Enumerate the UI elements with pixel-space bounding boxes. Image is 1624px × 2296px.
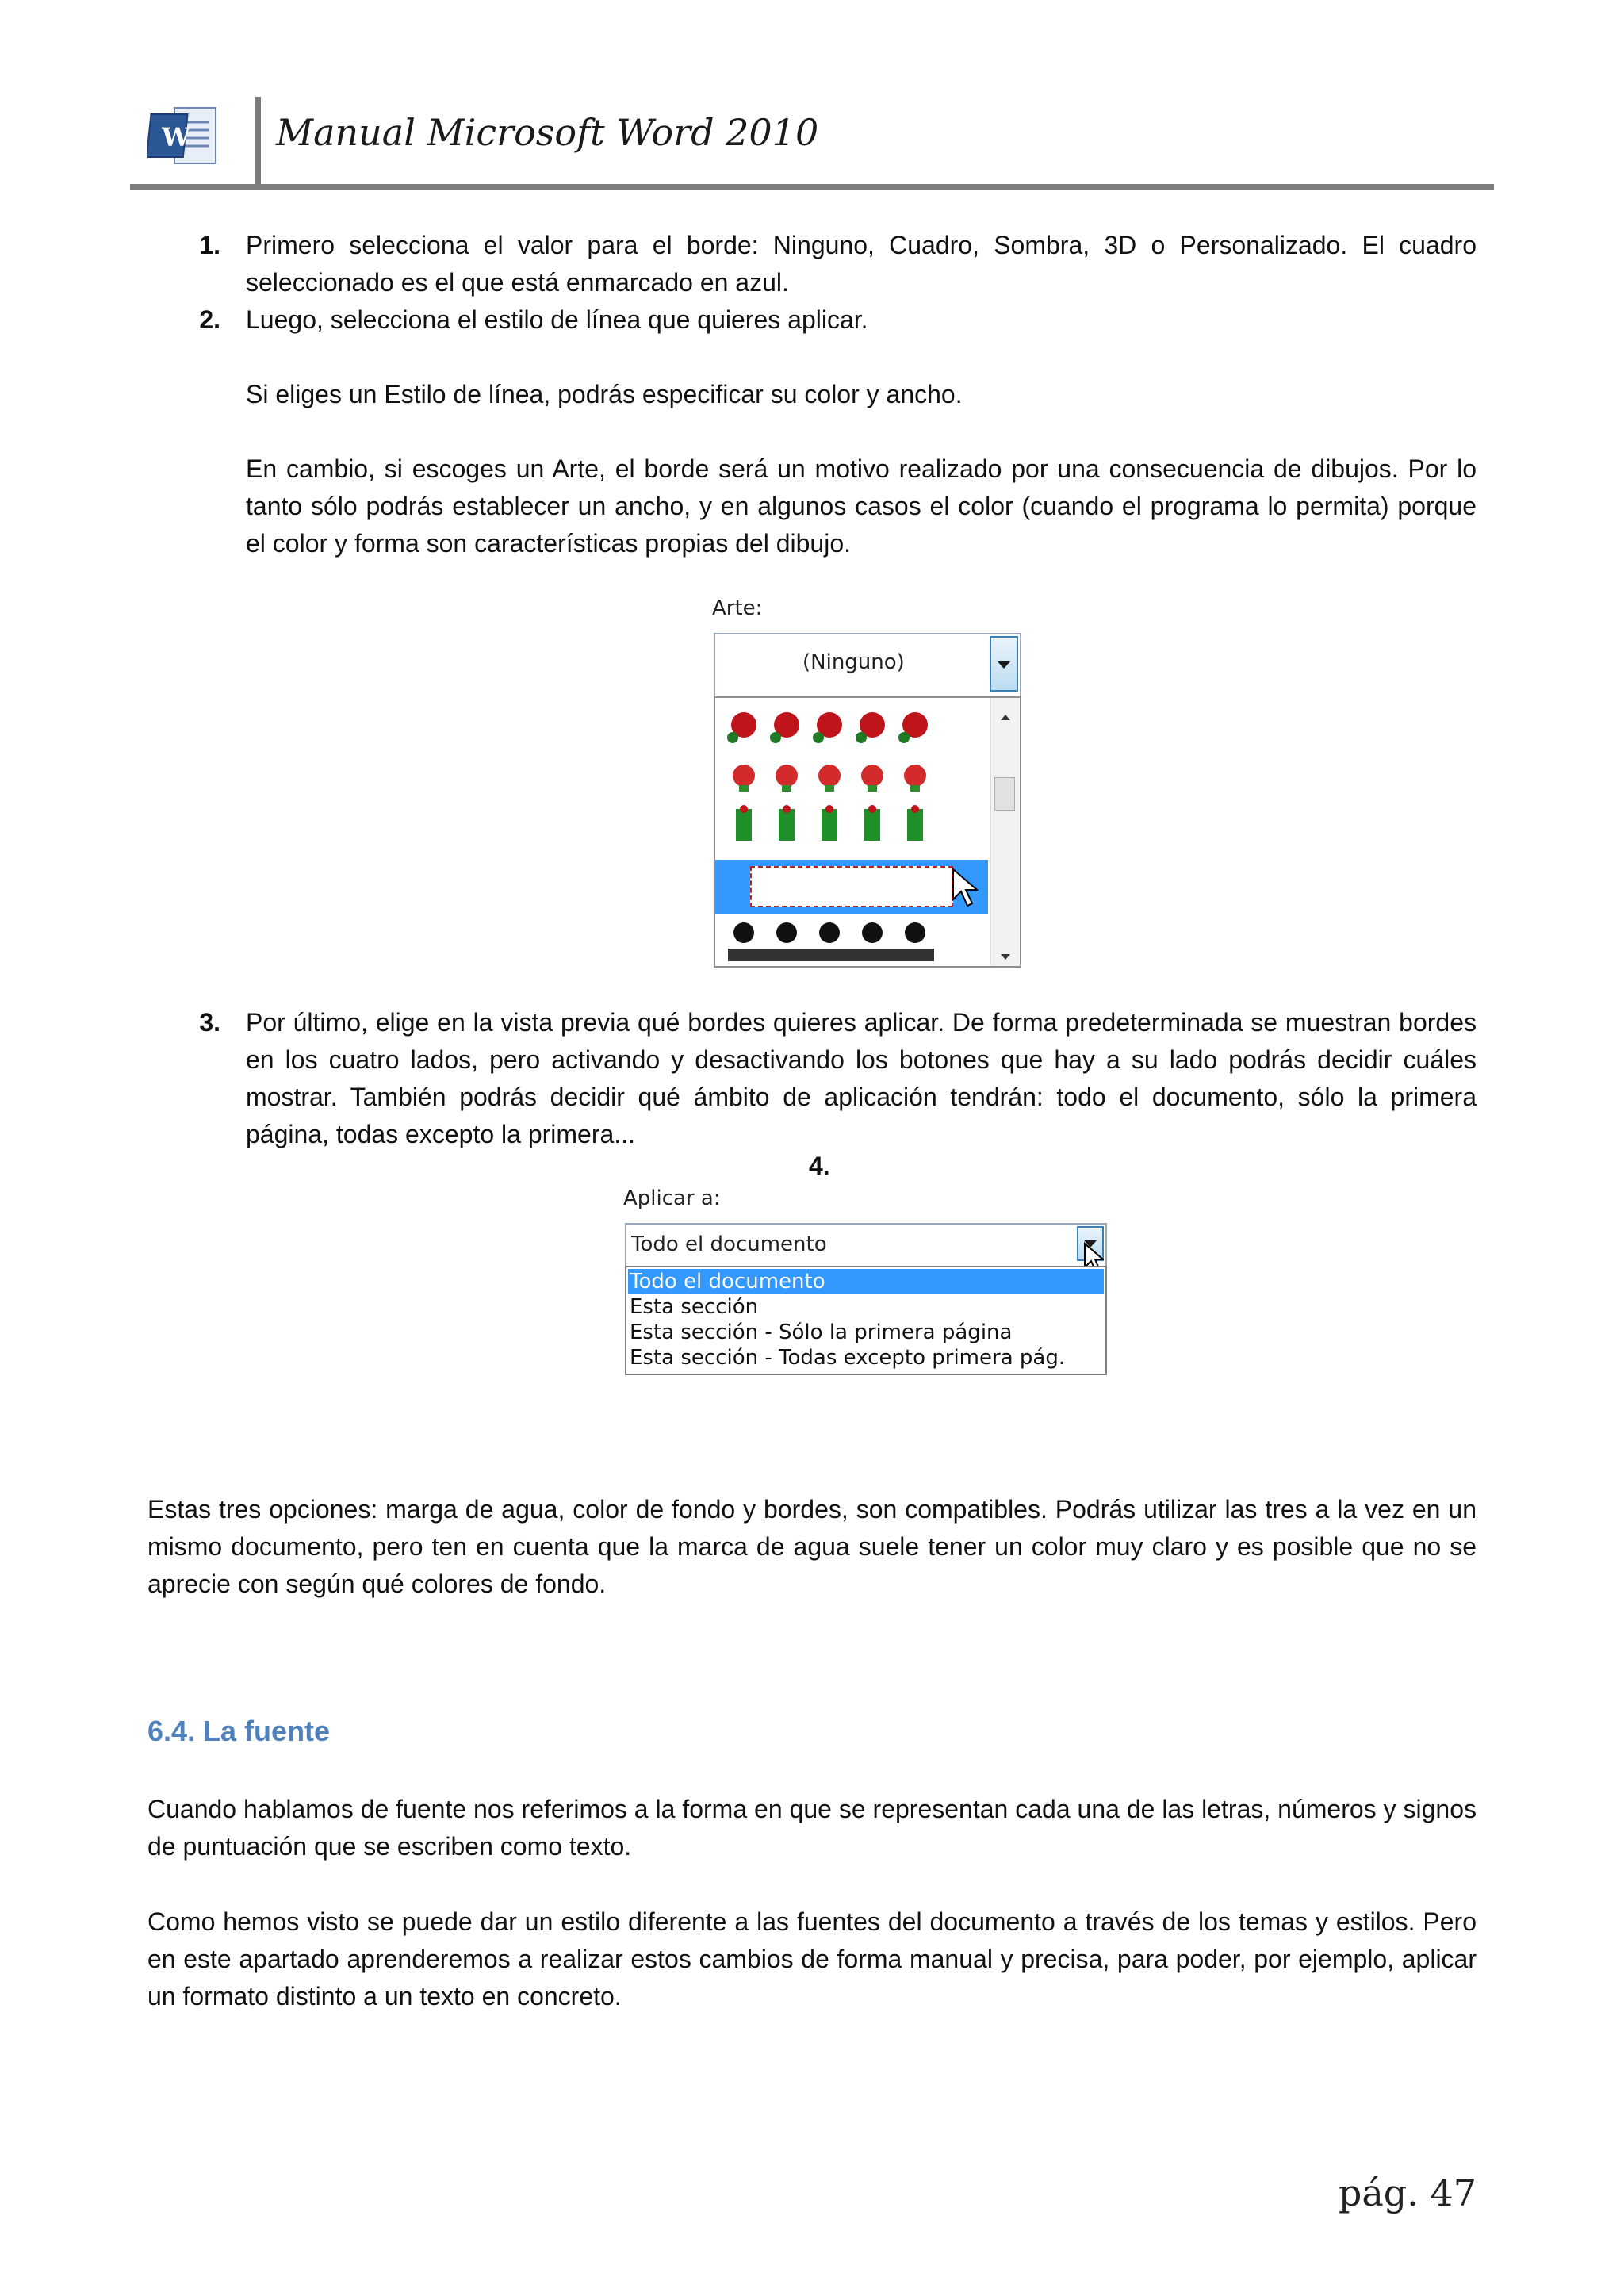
art-pattern-poinsettias [733,765,926,792]
aplicar-widget [622,1186,1113,1377]
header-separator [255,97,261,186]
scroll-up-icon[interactable] [999,709,1012,724]
paragraph: Si eliges un Estilo de línea, podrás especificar su color y ancho. [246,380,963,408]
aplicar-option[interactable]: Esta sección [630,1295,759,1319]
step-text: Luego, selecciona el estilo de línea que quieres aplicar. [246,305,868,334]
arte-scrollbar[interactable] [990,698,1020,966]
step-text: Primero selecciona el valor para el borde: Ninguno, Cuadro, Sombra, 3D o Personalizado. El cuadro seleccionado es el que está enmarcado en azul. [246,231,1477,297]
word-logo-letter: W [162,122,190,152]
arte-label: Arte: [712,596,763,620]
arte-selected-item[interactable] [715,860,988,914]
paragraph: Estas tres opciones: marga de agua, color de fondo y bordes, son compatibles. Podrás utilizar las tres a la vez en un mismo documento, pero ten en cuenta que la marca de agua suele tener un color muy claro y es posible que no se aprecie con según qué colores de fondo. [147,1495,1477,1598]
arte-dropdown[interactable] [714,633,1021,698]
chevron-down-icon[interactable] [990,636,1018,692]
aplicar-dropdown-value: Todo el documento [631,1232,827,1256]
arte-list[interactable] [714,696,1021,968]
paragraph: Cuando hablamos de fuente nos referimos a la forma en que se representan cada una de las letras, números y signos de puntuación que se escriben como texto. [147,1795,1477,1861]
step-text: Por último, elige en la vista previa qué bordes quieres aplicar. De forma predeterminada se muestran bordes en los cuatro lados, pero activando y desactivando los botones que hay a su lado podrás decidir cuáles mostrar. También podrás decidir qué ámbito de aplicación tendrán: todo el documento, sólo la primera página, todas excepto la primera... [246,1008,1477,1148]
aplicar-option[interactable]: Esta sección - Todas excepto primera pág. [630,1346,1066,1370]
header-rule [130,184,1494,190]
step-number: 1. [199,231,220,259]
step-number: 3. [199,1008,220,1037]
page-number: pág. 47 [1338,2171,1477,2214]
mouse-cursor-icon [952,868,979,910]
scrollbar-thumb[interactable] [994,777,1015,811]
paragraph: En cambio, si escoges un Arte, el borde será un motivo realizado por una consecuencia de dibujos. Por lo tanto sólo podrás establecer un ancho, y en algunos casos el color (cuando el programa lo permita) porque el color y forma son características propias del dibujo. [246,454,1477,558]
art-pattern-roses [727,712,928,743]
section-heading: 6.4. La fuente [147,1715,331,1747]
word-logo-icon [147,103,224,171]
paragraph: Como hemos visto se puede dar un estilo diferente a las fuentes del documento a través de los temas y estilos. Pero en este apartado aprenderemos a realizar estos cambios de forma manual y precisa, para poder, por ejemplo, aplicar un formato distinto a un texto en concreto. [147,1907,1477,2010]
aplicar-options-list[interactable] [625,1266,1107,1375]
step-number: 4. [809,1152,830,1180]
art-pattern-holly [736,805,923,841]
arte-dropdown-value: (Ninguno) [802,650,905,674]
art-pattern-dashed [750,866,953,907]
step-number: 2. [199,305,220,334]
art-pattern-black-flowers [728,922,934,961]
aplicar-dropdown[interactable] [625,1223,1107,1267]
aplicar-option[interactable]: Todo el documento [628,1269,1104,1294]
arte-widget [710,596,1020,966]
scroll-down-icon[interactable] [999,949,1012,964]
page-title: Manual Microsoft Word 2010 [276,111,819,154]
aplicar-label: Aplicar a: [623,1186,721,1210]
aplicar-option[interactable]: Esta sección - Sólo la primera página [630,1320,1013,1344]
